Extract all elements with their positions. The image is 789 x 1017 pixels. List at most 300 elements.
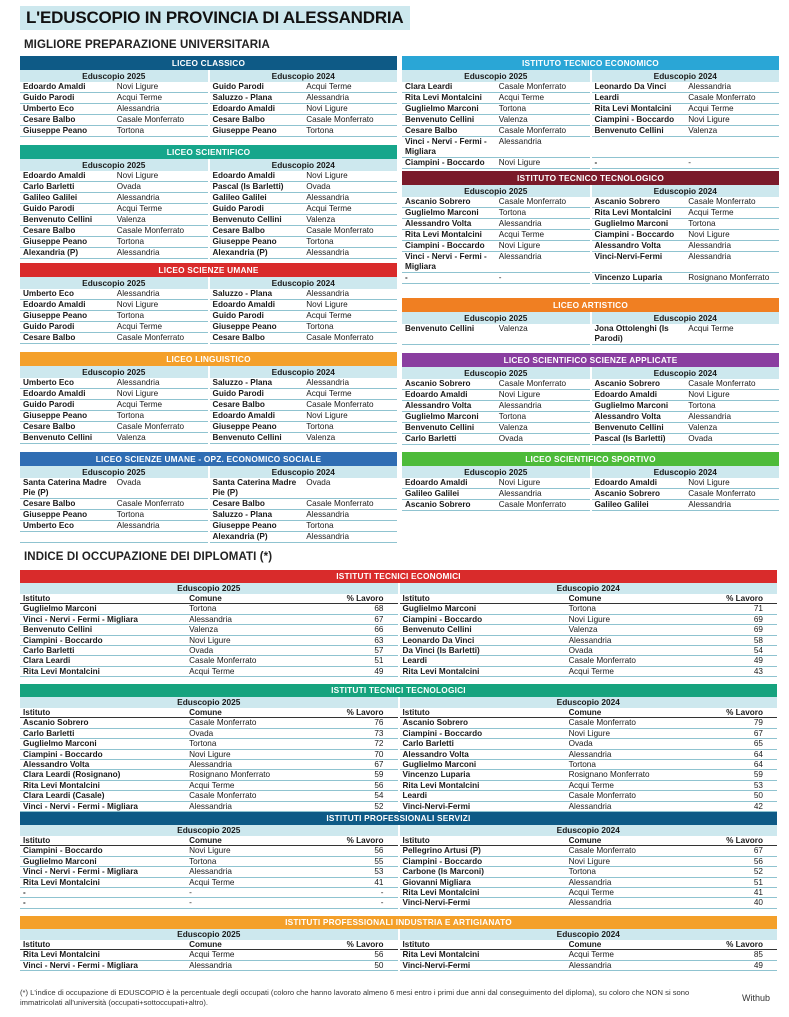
edition-2024-label: Eduscopio 2024 bbox=[590, 466, 780, 478]
comune-name: Ovada bbox=[189, 728, 214, 738]
ranking-row bbox=[20, 499, 397, 510]
school-town: Tortona bbox=[306, 126, 334, 135]
ranking-row bbox=[402, 423, 779, 434]
comune-name: Acqui Terme bbox=[189, 780, 235, 790]
school-town: Casale Monferrato bbox=[116, 422, 185, 431]
istituto-name: Da Vinci (Is Barletti) bbox=[402, 646, 480, 656]
school-town: Alessandria bbox=[306, 510, 350, 519]
istituto-name: Rita Levi Montalcini bbox=[402, 780, 480, 790]
edition-2024-label: Eduscopio 2024 bbox=[590, 185, 780, 197]
istituto-name: Pellegrino Artusi (P) bbox=[402, 846, 481, 856]
row-2024 bbox=[400, 656, 778, 666]
lavoro-percent: 50 bbox=[374, 960, 384, 970]
col-istituto: Istituto bbox=[402, 708, 430, 717]
school-name: Guglielmo Marconi bbox=[405, 412, 479, 421]
row-2025 bbox=[20, 857, 398, 867]
school-name: Edoardo Amaldi bbox=[212, 171, 275, 180]
ranking-2025 bbox=[20, 422, 208, 433]
school-block bbox=[402, 353, 779, 445]
school-town: Acqui Terme bbox=[306, 311, 352, 320]
edition-2025-label: Eduscopio 2025 bbox=[177, 583, 241, 593]
school-town bbox=[685, 137, 779, 157]
school-name: Guido Parodi bbox=[23, 322, 75, 331]
school-name: Cesare Balbo bbox=[405, 126, 458, 135]
col-istituto: Istituto bbox=[23, 940, 51, 949]
school-town: - bbox=[688, 158, 691, 167]
block-title: LICEO SCIENTIFICO SPORTIVO bbox=[402, 452, 779, 466]
col-comune: Comune bbox=[568, 708, 602, 717]
ranking-2025 bbox=[20, 378, 208, 389]
block-title: LICEO SCIENTIFICO SCIENZE APPLICATE bbox=[402, 353, 779, 367]
school-town: Valenza bbox=[688, 126, 718, 135]
school-town: Ovada bbox=[306, 182, 331, 191]
ranking-row bbox=[402, 273, 779, 284]
school-town: Novi Ligure bbox=[688, 115, 730, 124]
istituto-name: Guglielmo Marconi bbox=[23, 739, 97, 749]
ranking-row bbox=[402, 500, 779, 511]
comune-name: Rosignano Monferrato bbox=[568, 770, 650, 780]
ranking-2024 bbox=[592, 104, 780, 115]
school-name: Rita Levi Montalcini bbox=[405, 230, 482, 239]
ranking-row bbox=[20, 333, 397, 344]
school-name: Rita Levi Montalcini bbox=[594, 208, 672, 217]
school-name: Guglielmo Marconi bbox=[405, 104, 479, 113]
col-istituto: Istituto bbox=[23, 708, 51, 717]
school-town: Alessandria bbox=[306, 193, 350, 202]
school-town: - bbox=[498, 273, 502, 282]
ranking-2025 bbox=[20, 433, 208, 444]
ranking-2024 bbox=[592, 412, 780, 423]
ranking-2025 bbox=[20, 182, 208, 193]
school-town: Tortona bbox=[116, 237, 145, 246]
edition-2025-label: Eduscopio 2025 bbox=[464, 467, 528, 477]
ranking-2024 bbox=[210, 521, 398, 532]
ranking-row bbox=[20, 521, 397, 532]
ranking-row bbox=[20, 248, 397, 259]
row-2025 bbox=[20, 867, 398, 877]
ranking-2025 bbox=[402, 230, 590, 241]
ranking-row bbox=[402, 390, 779, 401]
row-2025 bbox=[20, 802, 398, 812]
edition-header bbox=[20, 583, 777, 594]
section-title-preparazione: MIGLIORE PREPARAZIONE UNIVERSITARIA bbox=[24, 39, 270, 51]
ranking-2024 bbox=[210, 389, 398, 400]
comune-name: Valenza bbox=[189, 625, 219, 635]
school-town: Novi Ligure bbox=[498, 478, 541, 487]
school-town: Valenza bbox=[306, 433, 336, 442]
school-name: Edoardo Amaldi bbox=[405, 390, 468, 399]
ranking-row bbox=[20, 300, 397, 311]
col-lavoro: % Lavoro bbox=[726, 940, 763, 949]
school-town: Casale Monferrato bbox=[498, 82, 567, 91]
school-town: Alessandria bbox=[116, 104, 160, 113]
ranking-2025 bbox=[402, 379, 590, 390]
row-2025 bbox=[20, 667, 398, 677]
school-town: Tortona bbox=[498, 104, 527, 113]
lavoro-percent: 71 bbox=[753, 604, 763, 614]
lavoro-percent: 73 bbox=[374, 728, 384, 738]
col-istituto: Istituto bbox=[402, 836, 430, 845]
col-comune: Comune bbox=[189, 594, 222, 603]
table-row bbox=[20, 791, 777, 801]
school-town: Alessandria bbox=[688, 252, 732, 261]
ranking-2024 bbox=[592, 500, 780, 511]
row-2025 bbox=[20, 636, 398, 646]
school-name: Cesare Balbo bbox=[23, 115, 76, 124]
row-2024 bbox=[400, 950, 778, 960]
school-name: Guido Parodi bbox=[212, 82, 264, 91]
edition-2024-label: Eduscopio 2024 bbox=[208, 159, 398, 171]
comune-name: Rosignano Monferrato bbox=[189, 770, 271, 780]
school-town: Alessandria bbox=[116, 378, 160, 387]
comune-name: Ovada bbox=[568, 739, 593, 749]
ranking-2024 bbox=[592, 82, 780, 93]
ranking-2024 bbox=[210, 311, 398, 322]
school-town: Acqui Terme bbox=[498, 93, 545, 102]
row-2024 bbox=[400, 878, 778, 888]
ranking-row bbox=[20, 433, 397, 444]
school-town: Novi Ligure bbox=[116, 171, 159, 180]
school-name: Edoardo Amaldi bbox=[212, 300, 275, 309]
school-name: Guido Parodi bbox=[212, 204, 264, 213]
school-name: Edoardo Amaldi bbox=[212, 104, 275, 113]
ranking-2024 bbox=[592, 489, 780, 500]
ranking-2024 bbox=[210, 510, 398, 521]
row-2024 bbox=[400, 961, 778, 971]
school-block bbox=[20, 452, 397, 543]
istituto-name: Clara Leardi (Casale) bbox=[23, 791, 105, 801]
school-name: Giuseppe Peano bbox=[212, 521, 277, 530]
school-block bbox=[20, 56, 397, 137]
edition-header bbox=[402, 185, 779, 197]
school-name: Vinci-Nervi-Fermi bbox=[594, 252, 663, 261]
table-row bbox=[20, 781, 777, 791]
edition-header bbox=[402, 70, 779, 82]
school-name: Ascanio Sobrero bbox=[594, 489, 661, 498]
comune-name: Alessandria bbox=[568, 801, 612, 811]
column-header bbox=[400, 708, 778, 718]
ranking-2024 bbox=[592, 379, 780, 390]
school-town: Alessandria bbox=[498, 137, 542, 146]
ranking-row bbox=[20, 422, 397, 433]
row-2025 bbox=[20, 615, 398, 625]
ranking-2024 bbox=[210, 300, 398, 311]
school-name: Guido Parodi bbox=[212, 389, 264, 398]
ranking-2025 bbox=[20, 333, 208, 344]
ranking-row bbox=[402, 219, 779, 230]
school-name: Guido Parodi bbox=[23, 400, 75, 409]
school-name: Cesare Balbo bbox=[212, 333, 265, 342]
school-name: Cesare Balbo bbox=[212, 499, 265, 508]
table-row bbox=[20, 898, 777, 908]
school-town: Ovada bbox=[306, 478, 331, 487]
edition-2025-label: Eduscopio 2025 bbox=[464, 368, 528, 378]
comune-name: Acqui Terme bbox=[568, 888, 614, 898]
school-name: Alexandria (P) bbox=[212, 248, 268, 257]
edition-2024-label: Eduscopio 2024 bbox=[398, 697, 778, 708]
istituto-name: Rita Levi Montalcini bbox=[23, 666, 100, 676]
ranking-row bbox=[20, 400, 397, 411]
comune-name: Alessandria bbox=[568, 749, 612, 759]
ranking-2025 bbox=[20, 82, 208, 93]
ranking-2024 bbox=[210, 93, 398, 104]
edition-2024-label: Eduscopio 2024 bbox=[398, 583, 778, 594]
ranking-2025 bbox=[402, 500, 590, 511]
school-name: Edoardo Amaldi bbox=[594, 390, 657, 399]
edition-2025-label: Eduscopio 2025 bbox=[82, 278, 146, 288]
ranking-2025 bbox=[402, 126, 590, 137]
school-name: Ascanio Sobrero bbox=[594, 197, 661, 206]
column-header bbox=[400, 836, 778, 846]
ranking-2025 bbox=[402, 401, 590, 412]
istituto-name: Alessandro Volta bbox=[23, 760, 90, 770]
school-name: Carlo Barletti bbox=[405, 434, 457, 443]
block-title: LICEO LINGUISTICO bbox=[20, 352, 397, 366]
lavoro-percent: 63 bbox=[374, 635, 384, 645]
lavoro-percent: 55 bbox=[374, 856, 384, 866]
table-row bbox=[20, 750, 777, 760]
school-town: Alessandria bbox=[116, 289, 160, 298]
ranking-row bbox=[402, 126, 779, 137]
edition-2025-label: Eduscopio 2025 bbox=[177, 697, 241, 707]
table-row bbox=[20, 802, 777, 812]
column-header bbox=[20, 836, 398, 846]
school-name: Edoardo Amaldi bbox=[23, 82, 86, 91]
school-name: Guido Parodi bbox=[212, 311, 264, 320]
ranking-2025 bbox=[402, 137, 590, 158]
school-name: Galileo Galilei bbox=[405, 489, 460, 498]
ranking-2024 bbox=[592, 208, 780, 219]
ranking-2025 bbox=[20, 411, 208, 422]
school-town: Acqui Terme bbox=[116, 400, 163, 409]
ranking-row bbox=[402, 158, 779, 169]
school-town: Novi Ligure bbox=[306, 411, 348, 420]
ranking-row bbox=[402, 82, 779, 93]
school-town: Acqui Terme bbox=[116, 204, 163, 213]
ranking-2025 bbox=[20, 389, 208, 400]
ranking-2024 bbox=[592, 93, 780, 104]
lavoro-percent: 56 bbox=[753, 856, 763, 866]
ranking-2024 bbox=[592, 230, 780, 241]
ranking-row bbox=[402, 412, 779, 423]
lavoro-percent: 43 bbox=[753, 666, 763, 676]
column-header bbox=[20, 708, 398, 718]
row-2024 bbox=[400, 750, 778, 760]
ranking-row bbox=[402, 401, 779, 412]
lavoro-percent: 85 bbox=[753, 950, 763, 960]
ranking-2025 bbox=[20, 322, 208, 333]
credit: Withub bbox=[742, 993, 771, 1003]
ranking-2024 bbox=[210, 193, 398, 204]
school-name: Guglielmo Marconi bbox=[405, 208, 479, 217]
row-2024 bbox=[400, 857, 778, 867]
comune-name: Ovada bbox=[568, 646, 593, 656]
school-town: Casale Monferrato bbox=[688, 489, 756, 498]
school-town: Valenza bbox=[688, 423, 718, 432]
ranking-row bbox=[20, 378, 397, 389]
istituto-name: Ascanio Sobrero bbox=[402, 718, 469, 728]
table-row bbox=[20, 888, 777, 898]
school-name: Benvenuto Cellini bbox=[23, 215, 93, 224]
comune-name: Tortona bbox=[568, 867, 596, 877]
edition-2025-label: Eduscopio 2025 bbox=[464, 186, 528, 196]
school-town: Alessandria bbox=[306, 289, 350, 298]
ranking-2024 bbox=[592, 390, 780, 401]
ranking-2024 bbox=[210, 82, 398, 93]
col-istituto: Istituto bbox=[23, 836, 51, 845]
istituto-name: Carbone (Is Marconi) bbox=[402, 867, 484, 877]
edition-2025-label: Eduscopio 2025 bbox=[82, 160, 146, 170]
ranking-2025 bbox=[402, 390, 590, 401]
ranking-2025 bbox=[402, 93, 590, 104]
table-row bbox=[20, 760, 777, 770]
row-2024 bbox=[400, 781, 778, 791]
school-name: Galileo Galilei bbox=[212, 193, 267, 202]
school-town: Tortona bbox=[306, 422, 334, 431]
comune-name: Acqui Terme bbox=[189, 877, 235, 887]
edition-2025-label: Eduscopio 2025 bbox=[177, 825, 241, 835]
ranking-row bbox=[20, 411, 397, 422]
lavoro-percent: 67 bbox=[753, 846, 763, 856]
school-name: Giuseppe Peano bbox=[212, 237, 277, 246]
school-name: Umberto Eco bbox=[23, 289, 74, 298]
school-name: Ciampini - Boccardo bbox=[405, 158, 485, 167]
school-town: Acqui Terme bbox=[688, 208, 734, 217]
edition-header bbox=[402, 466, 779, 478]
ranking-row bbox=[402, 489, 779, 500]
istituto-name: Benvenuto Cellini bbox=[23, 625, 93, 635]
table-row bbox=[20, 615, 777, 625]
ranking-2025 bbox=[20, 104, 208, 115]
school-town: Acqui Terme bbox=[688, 324, 734, 333]
ranking-2025 bbox=[402, 241, 590, 252]
ranking-row bbox=[402, 104, 779, 115]
istituto-name: Rita Levi Montalcini bbox=[402, 950, 480, 960]
school-name: Saluzzo - Plana bbox=[212, 93, 273, 102]
edition-header bbox=[20, 466, 397, 478]
school-name: Edoardo Amaldi bbox=[594, 478, 657, 487]
school-name: Alexandria (P) bbox=[23, 248, 79, 257]
table-row bbox=[20, 656, 777, 666]
school-town: Casale Monferrato bbox=[688, 379, 756, 388]
istituto-name: - bbox=[23, 888, 26, 898]
col-comune: Comune bbox=[189, 708, 222, 717]
school-name: Santa Caterina Madre Pie (P) bbox=[212, 478, 297, 497]
ranking-row bbox=[402, 324, 779, 345]
school-name: Giuseppe Peano bbox=[212, 422, 277, 431]
istituto-name: Carlo Barletti bbox=[402, 739, 454, 749]
istituto-name: Guglielmo Marconi bbox=[402, 760, 477, 770]
comune-name: Tortona bbox=[568, 604, 596, 614]
comune-name: Casale Monferrato bbox=[568, 656, 636, 666]
school-town: Alessandria bbox=[498, 401, 542, 410]
ranking-2024 bbox=[592, 241, 780, 252]
istituto-name: Leardi bbox=[402, 656, 428, 666]
istituto-name: Vinci - Nervi - Fermi - Migliara bbox=[23, 801, 138, 811]
edition-2024-label: Eduscopio 2024 bbox=[590, 312, 780, 324]
lavoro-percent: 79 bbox=[753, 718, 763, 728]
school-town: Alessandria bbox=[688, 82, 732, 91]
school-name: Carlo Barletti bbox=[23, 182, 75, 191]
lavoro-percent: 54 bbox=[753, 646, 763, 656]
comune-name: Acqui Terme bbox=[568, 950, 614, 960]
ranking-2025 bbox=[402, 197, 590, 208]
school-name bbox=[20, 532, 114, 542]
ranking-row bbox=[20, 115, 397, 126]
row-2025 bbox=[20, 898, 398, 908]
istituto-name: Guglielmo Marconi bbox=[23, 856, 97, 866]
school-name: Galileo Galilei bbox=[594, 500, 649, 509]
comune-name: Novi Ligure bbox=[189, 635, 231, 645]
school-town: Alessandria bbox=[116, 248, 160, 257]
ranking-row bbox=[20, 237, 397, 248]
school-name: Benvenuto Cellini bbox=[405, 423, 475, 432]
school-name: Galileo Galilei bbox=[23, 193, 78, 202]
school-name: Ascanio Sobrero bbox=[405, 197, 471, 206]
ranking-2025 bbox=[402, 423, 590, 434]
lavoro-percent: 76 bbox=[374, 718, 384, 728]
lavoro-percent: 49 bbox=[374, 666, 384, 676]
school-town: Casale Monferrato bbox=[306, 400, 374, 409]
table-row bbox=[20, 950, 777, 960]
istituto-name: Carlo Barletti bbox=[23, 646, 75, 656]
ranking-row bbox=[20, 289, 397, 300]
comune-name: Alessandria bbox=[189, 614, 232, 624]
school-name: Giuseppe Peano bbox=[23, 311, 88, 320]
row-2025 bbox=[20, 846, 398, 856]
school-town: Alessandria bbox=[688, 412, 732, 421]
edition-2024-label: Eduscopio 2024 bbox=[208, 366, 398, 378]
edition-header bbox=[20, 929, 777, 940]
lavoro-percent: 58 bbox=[753, 635, 763, 645]
ranking-2025 bbox=[402, 434, 590, 445]
ranking-row bbox=[20, 182, 397, 193]
school-name: Vinci - Nervi - Fermi - Migliara bbox=[405, 137, 487, 156]
comune-name: Novi Ligure bbox=[568, 614, 611, 624]
ranking-2025 bbox=[20, 521, 208, 532]
occupation-table bbox=[20, 684, 777, 812]
ranking-2025 bbox=[20, 115, 208, 126]
edition-2025-label: Eduscopio 2025 bbox=[464, 71, 528, 81]
school-town: Novi Ligure bbox=[498, 241, 541, 250]
row-2025 bbox=[20, 878, 398, 888]
istituto-name: Ciampini - Boccardo bbox=[402, 856, 483, 866]
ranking-2025 bbox=[402, 478, 590, 489]
ranking-row bbox=[402, 93, 779, 104]
comune-name: Acqui Terme bbox=[189, 950, 235, 960]
school-name: - bbox=[405, 273, 408, 282]
ranking-2024 bbox=[592, 126, 780, 137]
ranking-2025 bbox=[20, 311, 208, 322]
block-title: LICEO CLASSICO bbox=[20, 56, 397, 70]
istituto-name: Vinci - Nervi - Fermi - Migliara bbox=[23, 614, 138, 624]
occupation-table bbox=[20, 570, 777, 677]
row-2025 bbox=[20, 950, 398, 960]
school-name: Guglielmo Marconi bbox=[594, 401, 669, 410]
ranking-2025 bbox=[20, 237, 208, 248]
lavoro-percent: 56 bbox=[374, 950, 384, 960]
school-name: Cesare Balbo bbox=[23, 333, 76, 342]
lavoro-percent: 50 bbox=[753, 791, 763, 801]
row-2024 bbox=[400, 802, 778, 812]
school-name: Benvenuto Cellini bbox=[23, 433, 93, 442]
school-name: Giuseppe Peano bbox=[23, 237, 88, 246]
edition-header bbox=[402, 312, 779, 324]
comune-name: Ovada bbox=[189, 646, 214, 656]
school-name: Cesare Balbo bbox=[23, 422, 76, 431]
ranking-2024 bbox=[210, 411, 398, 422]
lavoro-percent: 49 bbox=[753, 656, 763, 666]
